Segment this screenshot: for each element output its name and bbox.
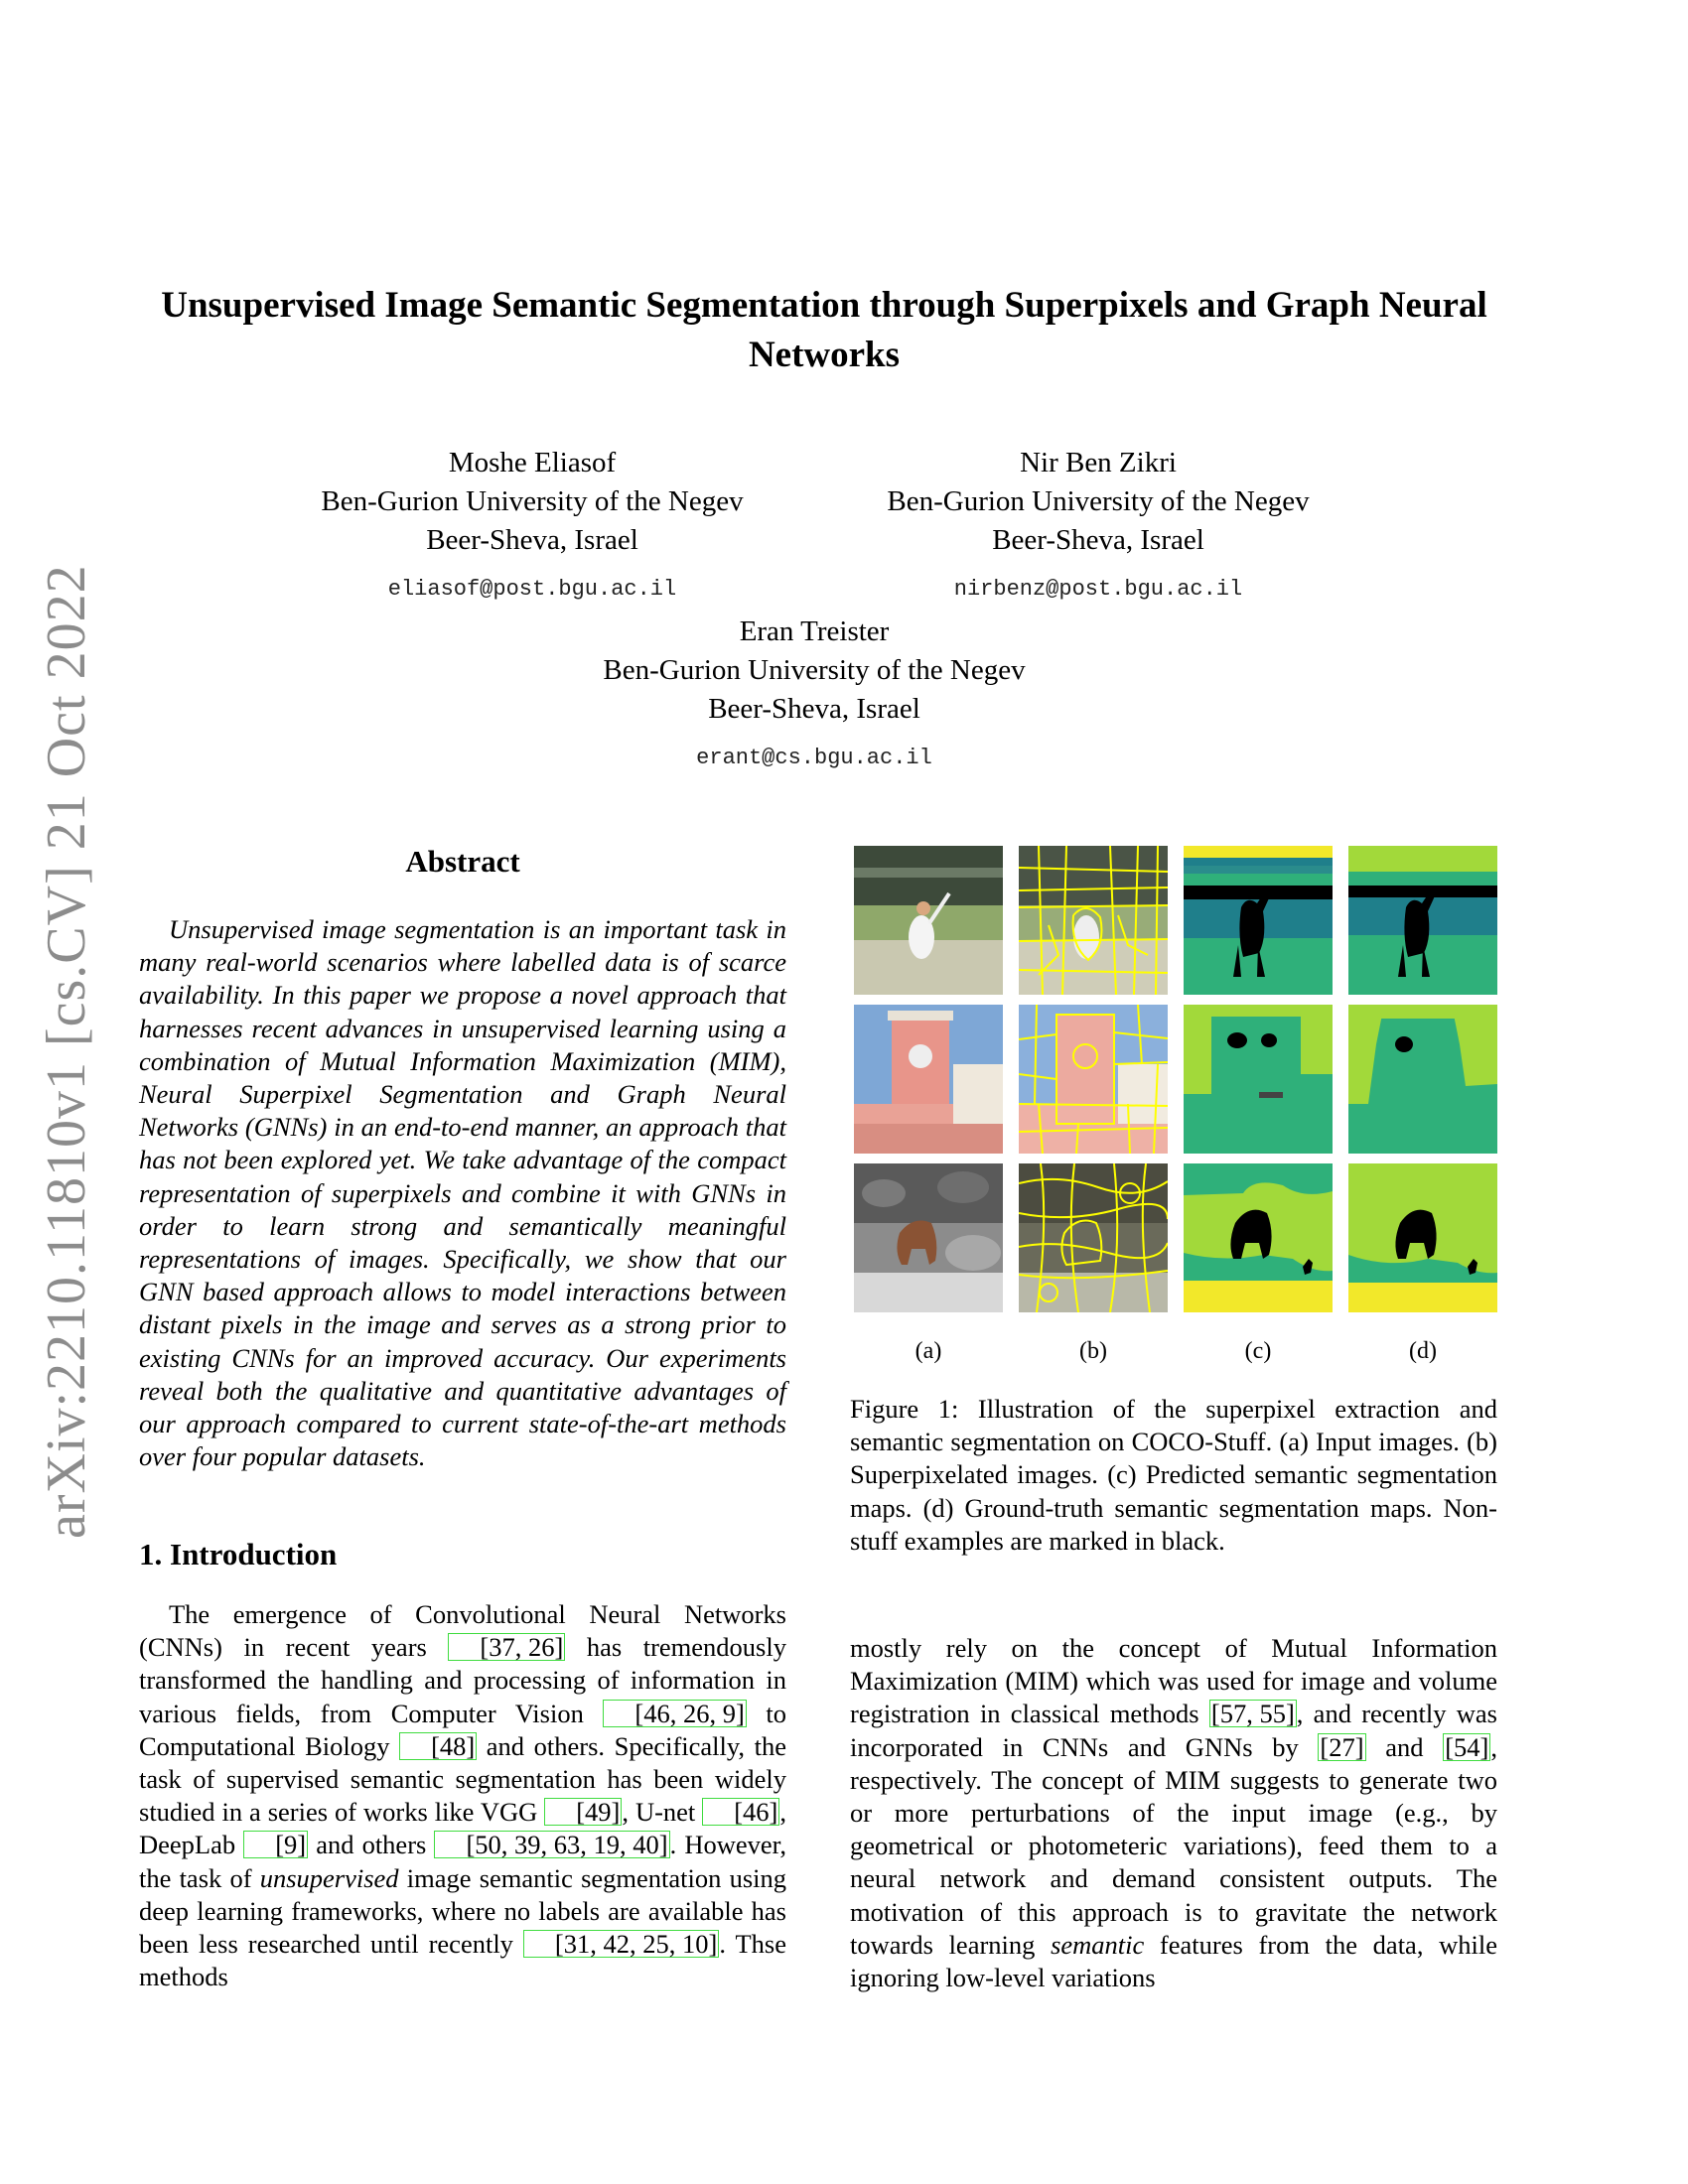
author-block-2 [840,444,1356,609]
author-name: Moshe Eliasof [448,447,617,478]
text-run: , respectively. The concept of MIM suggests to generate two or more perturbations of the input image (e.g., by geometrical or photometeric variations), feed them to a neural network and demand consistent outputs. The motivation of this approach is to gravitate the network towards learning [850,1731,1498,1960]
abstract-text: Unsupervised image segmentation is an important task in many real-world scenarios where labelled data is of scarce availability. In this paper we propose a novel approach that harnesses recent advances in unsupervised learning using a combination of Mutual Information Maximization (MIM), Neural Superpixel Segmentation and Graph Neural Networks (GNNs) in an end-to-end manner, an approach that has not been explored yet. We take advantage of the compact representation of superpixels and combine it with GNNs in order to learn strong and semantically meaningful representations of images. Specifically, we show that our GNN based approach allows to model interactions between distant pixels in the image and serves as a strong prior to existing CNNs for an improved accuracy. Our experiments reveal both the qualitative and quantitative advantages of our approach compared to current state-of-the-art methods over four popular datasets. [139,914,786,1472]
citation-link[interactable]: [49] [544,1798,622,1826]
abstract-heading: Abstract [405,844,520,879]
author-affiliation: Ben-Gurion University of the Negev [321,485,744,517]
text-run: and others [308,1830,435,1860]
author-email[interactable]: erant@cs.bgu.ac.il [696,746,932,770]
ground-truth-segmentation-bear [1348,1163,1497,1312]
paper-title: Unsupervised Image Semantic Segmentation through Superpixels and Graph Neural Networks [161,285,1487,375]
text-run: , U-net [622,1797,703,1828]
text-run: has tremendously transformed the handling and processing of information in various fields, from Computer Vision [139,1632,786,1728]
text-run: The emergence of Convolutional Neural Networks (CNNs) in recent years [139,1599,786,1663]
input-image-bear [854,1163,1003,1312]
superpixel-image-tennis [1019,846,1168,995]
author-block-3 [556,613,1072,777]
ground-truth-segmentation-tennis [1348,846,1497,995]
ground-truth-segmentation-tower [1348,1005,1497,1154]
citation-link[interactable]: [50, 39, 63, 19, 40] [434,1831,669,1858]
superpixel-image-tower [1019,1005,1168,1154]
input-image-tennis [854,846,1003,995]
text-run: mostly rely on the concept of Mutual Information Maximization (MIM) which was used for image and volume registration in classical methods [850,1633,1497,1729]
figure-1 [854,846,1497,1364]
input-image-tower [854,1005,1003,1154]
text-run: , and recently was incorporated in CNNs and GNNs by [850,1699,1497,1762]
text-run: features from the data, while ignoring low-level variations [850,1929,1497,1993]
subfigure-label-c: (c) [1244,1338,1272,1364]
predicted-segmentation-tower [1184,1005,1333,1154]
citation-link[interactable]: [27] [1320,1731,1364,1762]
author-location: Beer-Sheva, Israel [992,524,1204,556]
predicted-segmentation-tennis [1184,846,1333,995]
citation-link[interactable]: [46, 26, 9] [603,1700,746,1727]
author-block-1 [274,444,790,609]
citation-link[interactable]: [46] [702,1798,779,1826]
author-email[interactable]: nirbenz@post.bgu.ac.il [953,577,1243,602]
section-heading-introduction: 1. Introduction [139,1537,338,1571]
subfigure-label-d: (d) [1409,1338,1437,1364]
predicted-segmentation-bear [1184,1163,1333,1312]
text-run: and [1365,1731,1444,1762]
citation-link[interactable]: [9] [243,1831,308,1858]
superpixel-image-bear [1019,1163,1168,1312]
author-name: Nir Ben Zikri [1020,447,1177,478]
author-affiliation: Ben-Gurion University of the Negev [603,654,1026,686]
emphasis-text: unsupervised [259,1862,399,1893]
figure-1-caption: Figure 1: Illustration of the superpixel extraction and semantic segmentation on COCO-Stuff. (a) Input images. (b) Superpixelated images. (c) Predicted semantic segmentation maps. (d) Ground-truth semantic segmentation maps. Non-stuff examples are marked in black. [850,1394,1497,1556]
intro-paragraph-left [139,1598,786,1993]
text-run: . However, the task of [139,1830,786,1893]
subfigure-label-b: (b) [1079,1338,1107,1364]
author-affiliation: Ben-Gurion University of the Negev [887,485,1310,517]
text-run: to Computational Biology [139,1698,786,1761]
subfigure-label-a: (a) [914,1338,942,1364]
citation-link[interactable]: [48] [399,1732,477,1760]
citation-link[interactable]: [54] [1445,1731,1489,1762]
text-run: image semantic segmentation using deep learning frameworks, where no labels are available has been less researched until recently [139,1862,786,1960]
citation-link[interactable]: [57, 55] [1210,1699,1295,1729]
arxiv-sidebar-id: arXiv:2210.11810v1 [cs.CV] 21 Oct 2022 [36,564,97,1539]
emphasis-text: semantic [1051,1929,1145,1960]
author-name: Eran Treister [739,615,890,647]
text-run: , DeepLab [139,1797,786,1860]
citation-link[interactable]: [31, 42, 25, 10] [523,1930,719,1958]
intro-paragraph-right [850,1632,1497,1994]
text-run: . Thse methods [139,1929,786,1992]
author-location: Beer-Sheva, Israel [426,524,638,556]
text-run: and others. Specifically, the task of supervised semantic segmentation has been widely studied in a series of works like VGG [139,1730,786,1828]
author-location: Beer-Sheva, Israel [708,693,920,725]
author-email[interactable]: eliasof@post.bgu.ac.il [387,577,677,602]
citation-link[interactable]: [37, 26] [448,1633,565,1661]
